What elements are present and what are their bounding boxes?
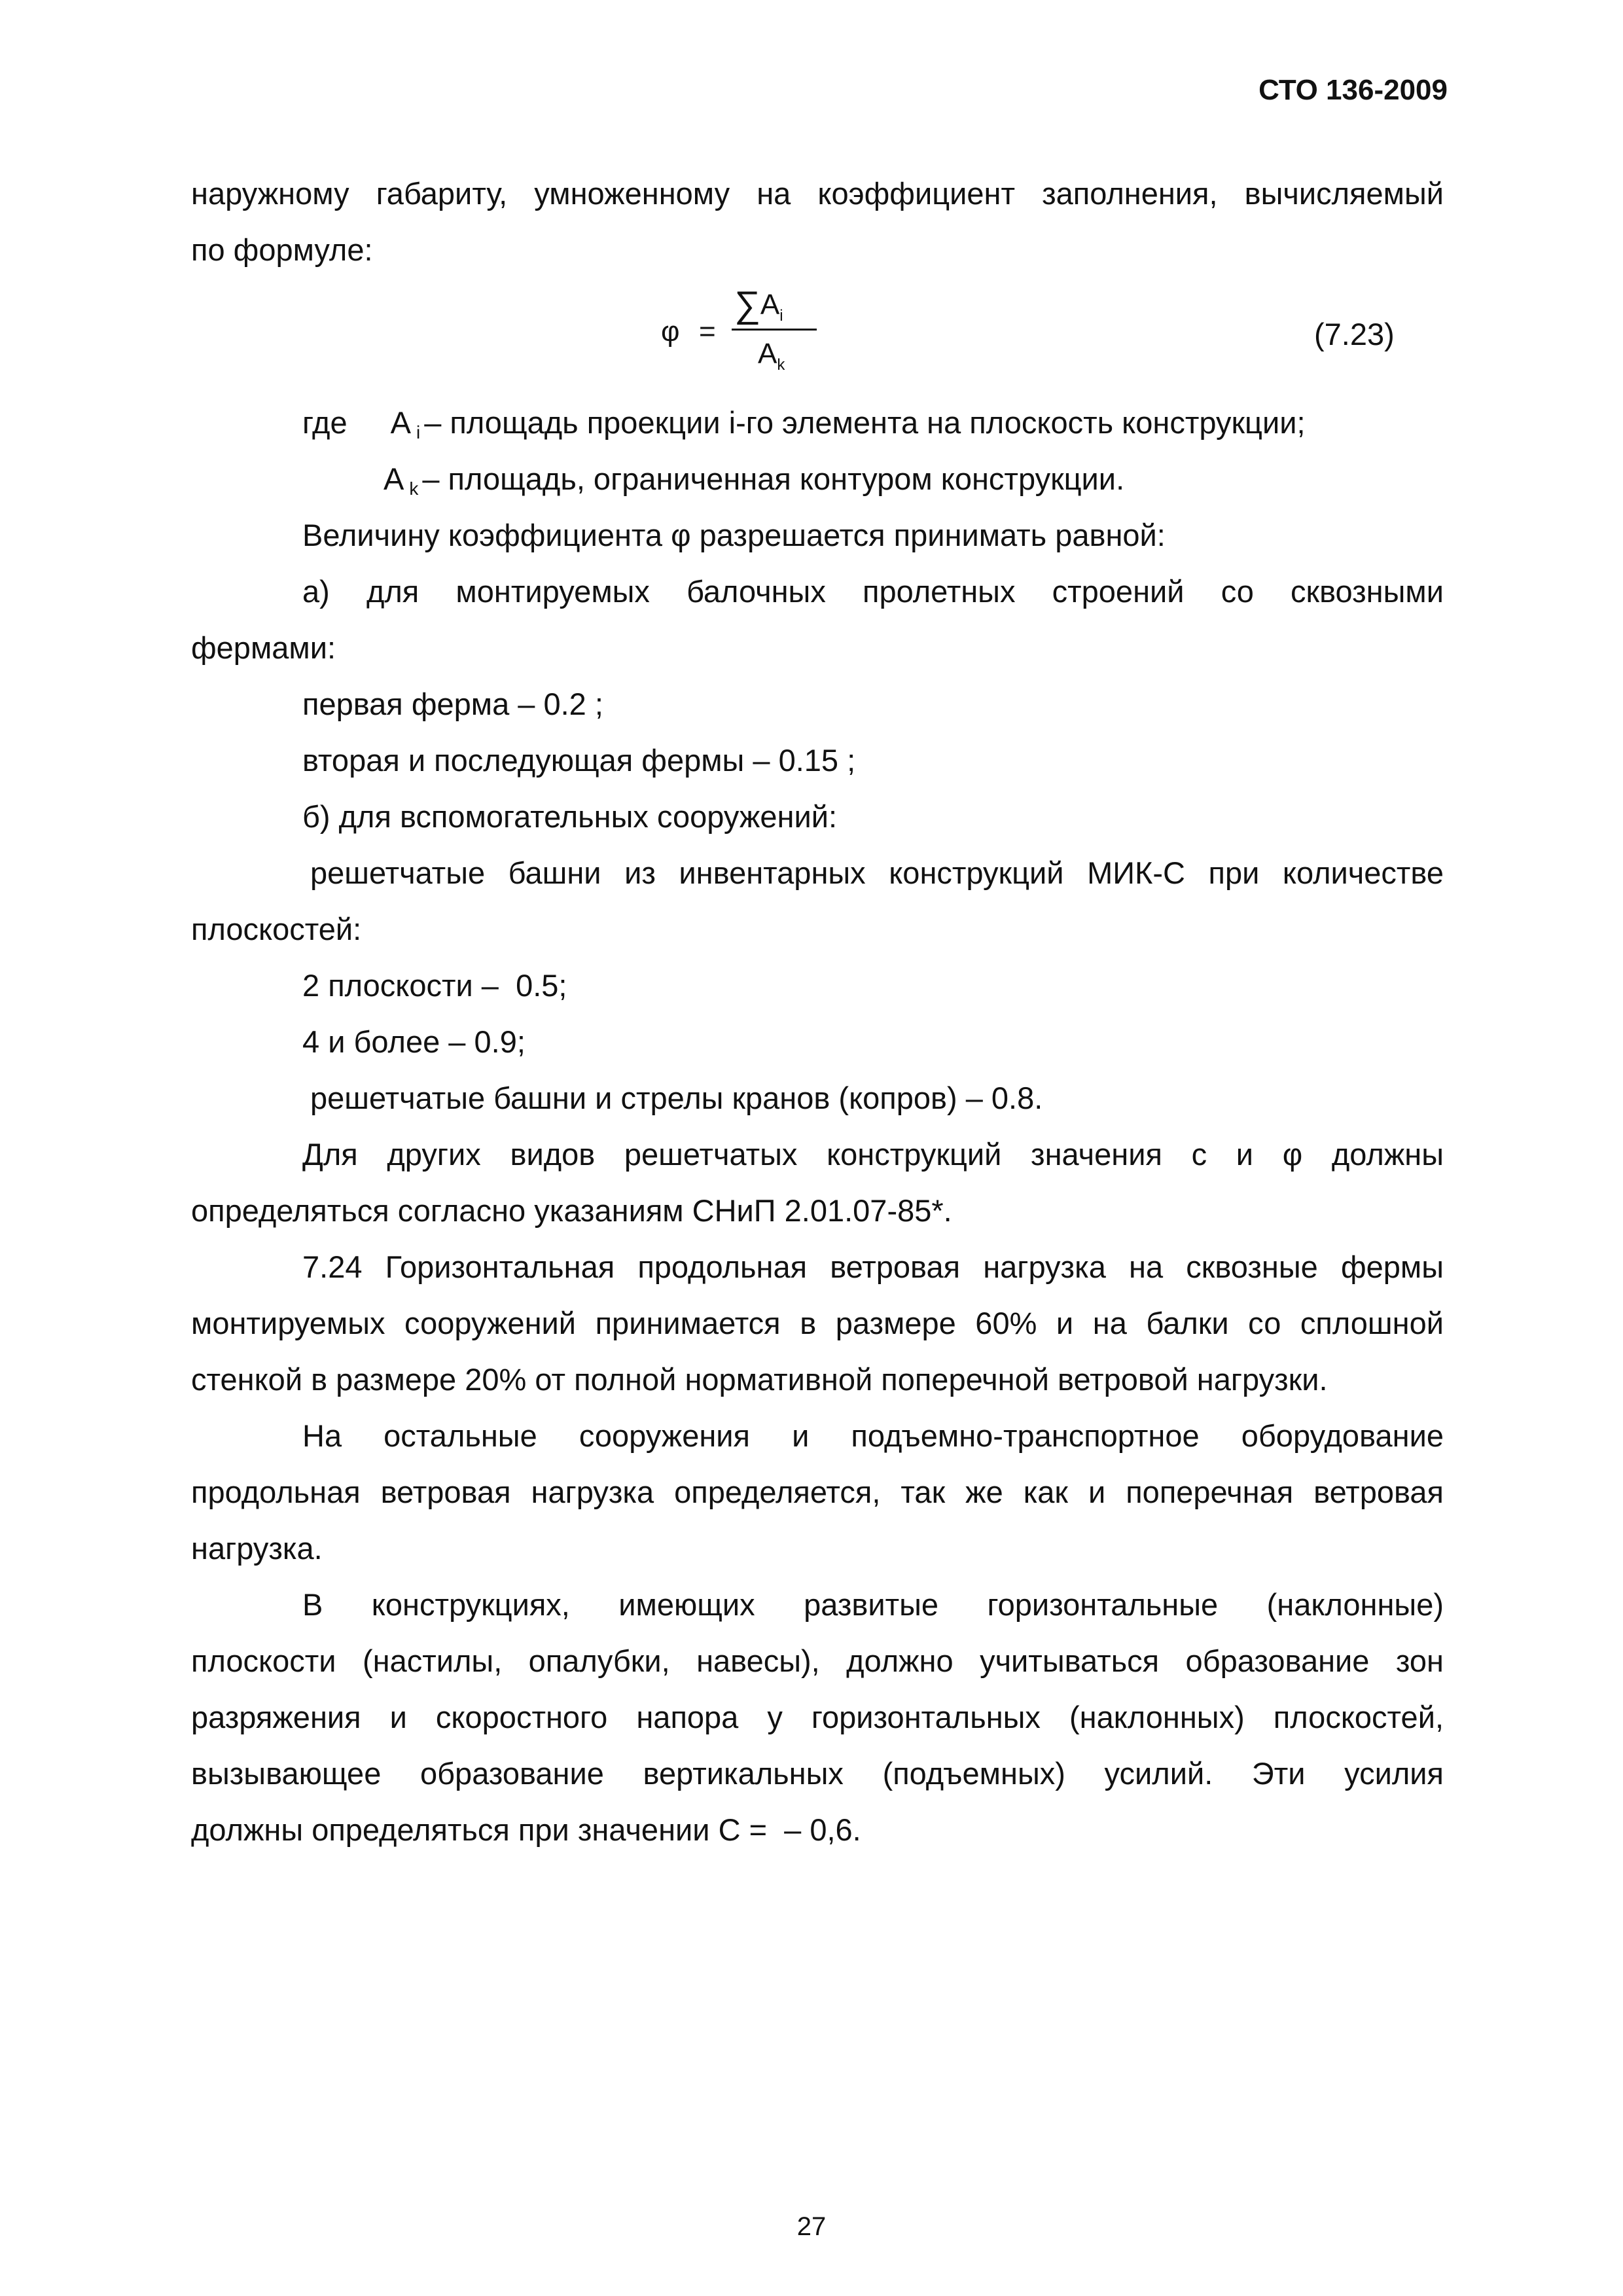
ak-definition: – площадь, ограниченная контуром конструкции. — [422, 461, 1125, 496]
paragraph-line: фермами: — [191, 630, 336, 665]
where-line-ak — [383, 463, 1124, 498]
paragraph-line: должны определяться при значении С = – 0,6. — [191, 1812, 861, 1847]
list-item: решетчатые башни и стрелы кранов (копров) – 0.8. — [310, 1081, 1043, 1115]
document-code: СТО 136-2009 — [1258, 74, 1448, 106]
list-item: первая ферма – 0.2 ; — [302, 687, 603, 721]
paragraph-line: наружному габариту, умноженному на коэффициент заполнения, вычисляемый — [191, 176, 1444, 211]
ai-variable: A — [390, 405, 411, 440]
formula-7-23 — [661, 283, 831, 381]
numerator-variable: A — [760, 289, 780, 321]
paragraph-line: нагрузка. — [191, 1531, 323, 1566]
denominator-variable: A — [758, 338, 777, 370]
paragraph-line: решетчатые башни из инвентарных конструкций МИК-С при количестве — [310, 855, 1444, 890]
where-word: где — [302, 405, 348, 440]
paragraph-line: Для других видов решетчатых конструкций значения с и φ должны — [302, 1137, 1444, 1172]
page-number: 27 — [796, 2212, 827, 2241]
list-item: 4 и более – 0.9; — [302, 1024, 526, 1059]
paragraph-line: определяться согласно указаниям СНиП 2.01.07-85*. — [191, 1193, 952, 1228]
formula-lhs: φ — [661, 315, 680, 348]
paragraph-line: Величину коэффициента φ разрешается принимать равной: — [302, 518, 1166, 552]
sigma-symbol: ∑ — [734, 283, 760, 325]
list-item: вторая и последующая фермы – 0.15 ; — [302, 743, 856, 778]
fraction-bar — [732, 329, 817, 331]
paragraph-line: вызывающее образование вертикальных (подъемных) усилий. Эти усилия — [191, 1756, 1444, 1791]
paragraph-line: б) для вспомогательных сооружений: — [302, 799, 838, 834]
ai-subscript: i — [416, 422, 421, 442]
paragraph-line: плоскостей: — [191, 912, 362, 946]
equation-number: (7.23) — [1314, 317, 1395, 351]
paragraph-line: продольная ветровая нагрузка определяется, так же как и поперечная ветровая — [191, 1475, 1444, 1509]
paragraph-line: 7.24 Горизонтальная продольная ветровая нагрузка на сквозные фермы — [302, 1249, 1444, 1284]
numerator-subscript: i — [779, 307, 783, 325]
formula-equals: = — [699, 315, 716, 348]
formula-denominator — [758, 338, 785, 374]
paragraph-line: плоскости (настилы, опалубки, навесы), должно учитываться образование зон — [191, 1643, 1444, 1678]
paragraph-line: стенкой в размере 20% от полной нормативной поперечной ветровой нагрузки. — [191, 1362, 1328, 1397]
paragraph-line: монтируемых сооружений принимается в размере 60% и на балки со сплошной — [191, 1306, 1444, 1340]
ai-definition: – площадь проекции i-го элемента на плоскость конструкции; — [424, 405, 1306, 440]
list-item: 2 плоскости – 0.5; — [302, 968, 567, 1003]
paragraph-line: по формуле: — [191, 232, 373, 267]
paragraph-line: а) для монтируемых балочных пролетных строений со сквозными — [302, 574, 1444, 609]
paragraph-line: В конструкциях, имеющих развитые горизонтальные (наклонные) — [302, 1587, 1444, 1622]
paragraph-line: разряжения и скоростного напора у горизонтальных (наклонных) плоскостей, — [191, 1700, 1444, 1734]
ak-variable: A — [383, 461, 404, 496]
formula-numerator — [734, 283, 783, 325]
denominator-subscript: k — [777, 356, 785, 374]
where-line-ai — [302, 407, 1306, 442]
paragraph-line: На остальные сооружения и подъемно-транспортное оборудование — [302, 1418, 1444, 1453]
ak-subscript: k — [409, 478, 419, 499]
